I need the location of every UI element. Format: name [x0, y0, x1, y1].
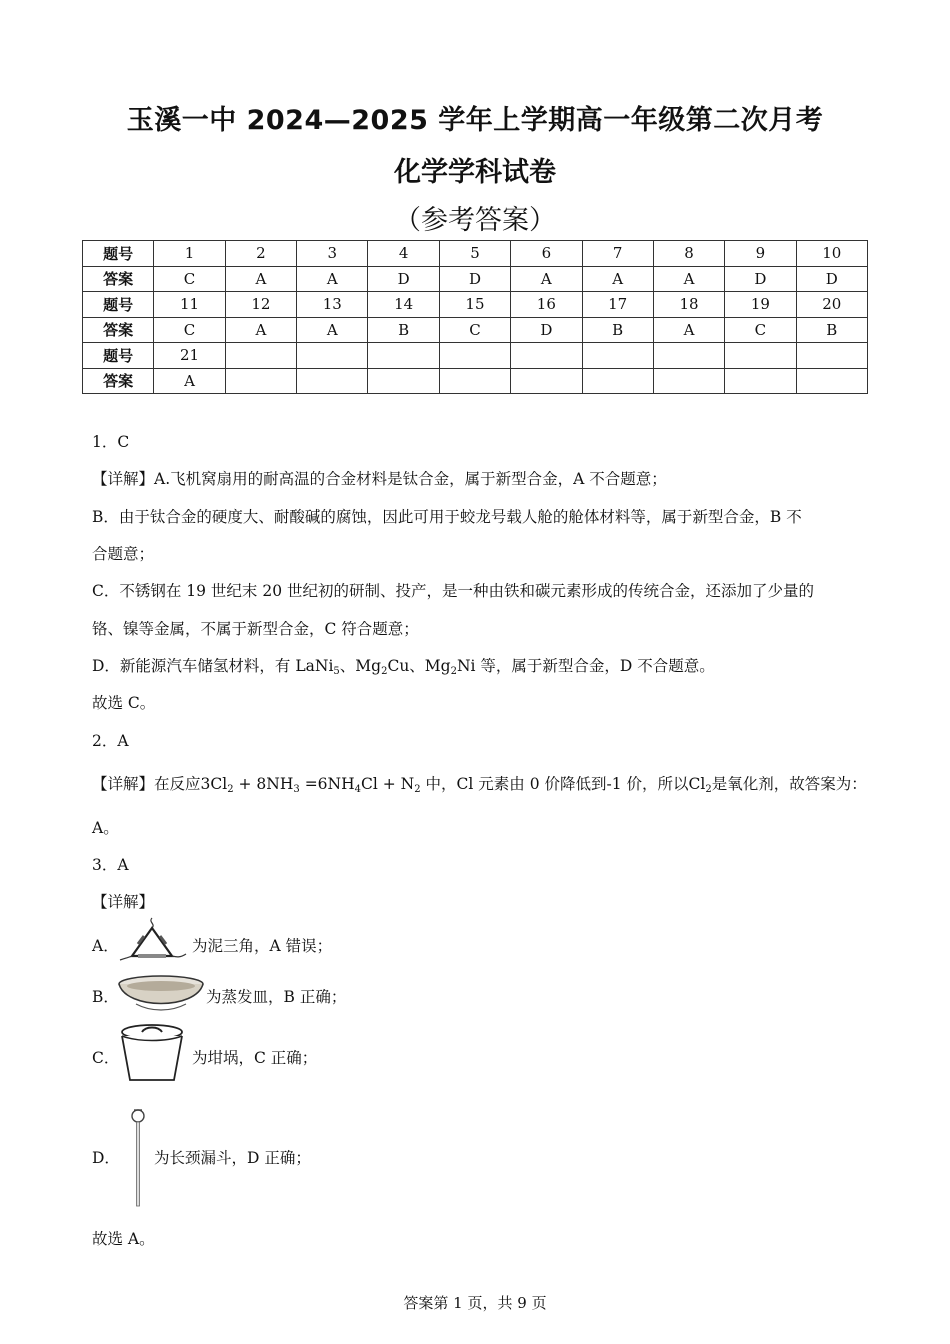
question-number-cell: 5 [439, 241, 510, 267]
question-number-cell [653, 343, 724, 369]
evaporating-dish-image [116, 972, 206, 1016]
q3-option-c-label: C． [92, 1049, 120, 1067]
answer-cell: A [225, 317, 296, 343]
answer-row [83, 266, 868, 292]
title-school-exam: 玉溪一中 2024—2025 学年上学期高一年级第二次月考 [126, 105, 824, 136]
q3-option-a-text: 为泥三角，A 错误； [192, 937, 333, 955]
q1-d-sub-1: 5 [333, 666, 340, 677]
question-number-cell: 12 [225, 292, 296, 318]
question-number-cell [225, 343, 296, 369]
row-label-answer: 答案 [83, 317, 154, 343]
answer-cell: A [225, 266, 296, 292]
page-footer: 答案第 1 页，共 9 页 [403, 1294, 547, 1312]
q1-option-a [92, 467, 667, 489]
row-label-question: 题号 [83, 241, 154, 267]
eq-sub-4: 2 [414, 784, 421, 795]
q3-option-c-text: 为坩埚，C 正确； [192, 1049, 318, 1067]
q1-option-d [92, 654, 715, 676]
answer-cell: D [796, 266, 867, 292]
answer-cell [796, 368, 867, 394]
answer-cell: D [439, 266, 510, 292]
question-number-cell [582, 343, 653, 369]
q1-option-c-line1: C．不锈钢在 19 世纪末 20 世纪初的研制、投产，是一种由铁和碳元素形成的传统合金，还添加了少量的 [92, 582, 815, 600]
question-number-cell: 1 [154, 241, 225, 267]
answer-cell [439, 368, 510, 394]
answer-row [83, 368, 868, 394]
eq-term-3: =6NH [299, 775, 355, 793]
answer-cell: C [439, 317, 510, 343]
q3-heading: 3．A [92, 856, 129, 874]
question-number-cell: 11 [154, 292, 225, 318]
row-label-answer: 答案 [83, 368, 154, 394]
answer-cell: D [725, 266, 796, 292]
question-number-cell: 14 [368, 292, 439, 318]
question-number-cell: 18 [653, 292, 724, 318]
question-number-row [83, 343, 868, 369]
answer-row [83, 317, 868, 343]
q2-detail [92, 772, 867, 794]
q3-option-d-text: 为长颈漏斗，D 正确； [154, 1149, 311, 1167]
question-number-cell: 7 [582, 241, 653, 267]
question-number-cell: 15 [439, 292, 510, 318]
question-number-cell: 19 [725, 292, 796, 318]
row-label-question: 题号 [83, 343, 154, 369]
answer-cell [368, 368, 439, 394]
question-number-cell: 9 [725, 241, 796, 267]
q2-text-post: 是氧化剂，故答案为： [711, 775, 867, 793]
q1-d-text-2: 、Mg [339, 657, 382, 675]
q3-option-b-text: 为蒸发皿，B 正确； [206, 988, 347, 1006]
row-label-question: 题号 [83, 292, 154, 318]
answer-table [82, 240, 868, 394]
question-number-cell: 17 [582, 292, 653, 318]
answer-cell: B [582, 317, 653, 343]
question-number-cell [439, 343, 510, 369]
title-subject: 化学学科试卷 [394, 157, 556, 188]
question-number-cell: 2 [225, 241, 296, 267]
eq-sub-2: 3 [293, 784, 300, 795]
question-number-cell [368, 343, 439, 369]
question-number-cell: 8 [653, 241, 724, 267]
detail-tag: 【详解】 [92, 470, 155, 488]
answer-cell [225, 368, 296, 394]
question-number-row [83, 241, 868, 267]
answer-cell: D [368, 266, 439, 292]
answer-cell [653, 368, 724, 394]
q1-option-b-line1: B．由于钛合金的硬度大、耐酸碱的腐蚀，因此可用于蛟龙号载人舱的舱体材料等，属于新型合金，B 不 [92, 508, 802, 526]
q3-option-d-label: D． [92, 1149, 120, 1167]
row-label-answer: 答案 [83, 266, 154, 292]
q2-oxidant: Cl [688, 775, 706, 793]
answer-cell: A [653, 317, 724, 343]
eq-sub-1: 2 [227, 784, 234, 795]
answer-cell [725, 368, 796, 394]
answer-cell: C [154, 266, 225, 292]
answer-cell [297, 368, 368, 394]
eq-term-4: Cl + N [361, 775, 415, 793]
eq-term-2: + 8NH [233, 775, 294, 793]
answer-cell: C [725, 317, 796, 343]
q1-d-text-4: Ni 等，属于新型合金，D 不合题意。 [456, 657, 715, 675]
answer-cell: A [297, 317, 368, 343]
q1-d-text-1: D．新能源汽车储氢材料，有 LaNi [92, 657, 334, 675]
crucible-image [118, 1022, 188, 1086]
answer-cell: B [368, 317, 439, 343]
q3-detail-tag: 【详解】 [92, 893, 155, 911]
q2-text-pre: 在反应 [154, 775, 201, 793]
question-number-cell: 10 [796, 241, 867, 267]
question-number-cell: 21 [154, 343, 225, 369]
q2-line2: A。 [92, 819, 119, 837]
q1-d-sub-3: 2 [450, 666, 457, 677]
answer-cell [511, 368, 582, 394]
q1-option-c-line2: 铬、镍等金属，不属于新型合金，C 符合题意； [92, 620, 419, 638]
question-number-row [83, 292, 868, 318]
answer-cell: A [653, 266, 724, 292]
answer-cell: A [511, 266, 582, 292]
q1-heading: 1．C [92, 433, 130, 451]
eq-sub-3: 4 [354, 784, 361, 795]
q3-option-b-label: B． [92, 988, 119, 1006]
question-number-cell: 13 [297, 292, 368, 318]
question-number-cell: 20 [796, 292, 867, 318]
title-reference-answers: （参考答案） [394, 205, 556, 236]
answer-cell [582, 368, 653, 394]
question-number-cell: 6 [511, 241, 582, 267]
reaction-equation [201, 775, 421, 793]
question-number-cell: 3 [297, 241, 368, 267]
detail-tag: 【详解】 [92, 775, 155, 793]
question-number-cell: 16 [511, 292, 582, 318]
q1-option-b-line2: 合题意； [92, 545, 155, 563]
q3-conclusion: 故选 A。 [92, 1230, 155, 1248]
q1-d-sub-2: 2 [381, 666, 388, 677]
question-number-cell: 4 [368, 241, 439, 267]
q2-oxidant-sub: 2 [705, 784, 712, 795]
answer-cell: D [511, 317, 582, 343]
question-number-cell [297, 343, 368, 369]
answer-cell: B [796, 317, 867, 343]
q1-conclusion: 故选 C。 [92, 694, 156, 712]
q1-option-a-text: A.飞机窝扇用的耐高温的合金材料是钛合金，属于新型合金，A 不合题意； [154, 470, 667, 488]
long-neck-funnel-image [128, 1106, 148, 1208]
question-number-cell [796, 343, 867, 369]
q1-d-text-3: Cu、Mg [387, 657, 451, 675]
answer-cell: C [154, 317, 225, 343]
answer-cell: A [582, 266, 653, 292]
q3-option-a-label: A． [92, 937, 119, 955]
answer-cell: A [297, 266, 368, 292]
question-number-cell [511, 343, 582, 369]
answer-cell: A [154, 368, 225, 394]
eq-term-1: 3Cl [200, 775, 228, 793]
clay-triangle-image [118, 916, 188, 964]
question-number-cell [725, 343, 796, 369]
q2-heading: 2．A [92, 732, 129, 750]
q2-text-mid: 中，Cl 元素由 0 价降低到-1 价，所以 [420, 775, 689, 793]
